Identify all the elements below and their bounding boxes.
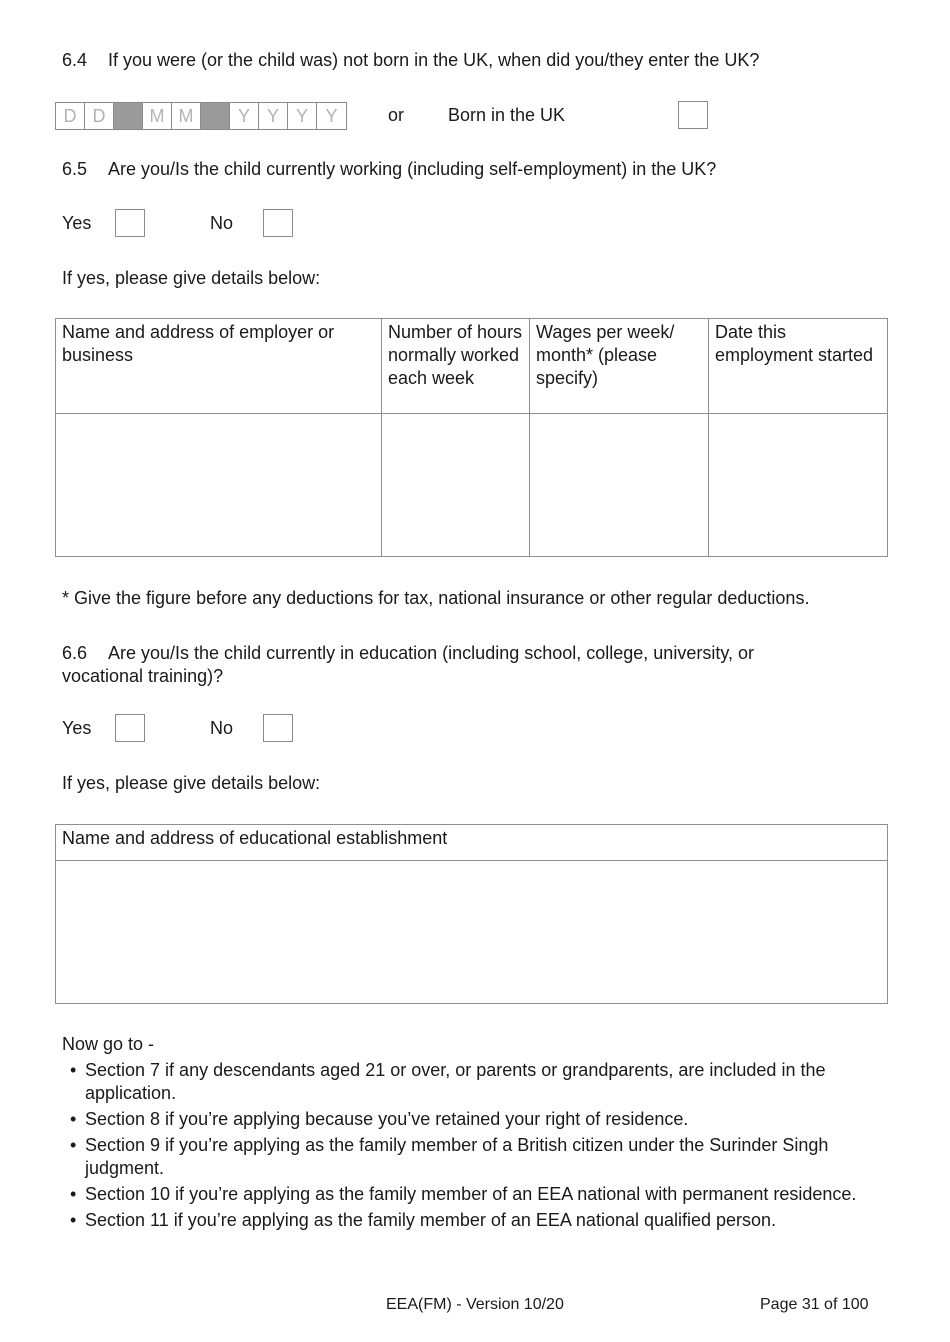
year-digit-2[interactable]: Y: [259, 103, 288, 129]
wages-input-cell[interactable]: [530, 414, 709, 557]
born-in-uk-label: Born in the UK: [448, 105, 566, 125]
education-details-prompt: If yes, please give details below:: [62, 773, 321, 793]
hours-header: Number of hours normally worked each week: [382, 319, 530, 414]
entry-date-input[interactable]: [55, 102, 347, 130]
footer-version: EEA(FM) - Version 10/20: [386, 1296, 564, 1313]
wages-header: Wages per week/ month* (please specify): [530, 319, 709, 414]
day-digit-1[interactable]: D: [56, 103, 85, 129]
bullet-icon: •: [70, 1109, 77, 1129]
month-digit-1[interactable]: M: [143, 103, 172, 129]
list-item-text: Section 9 if you’re applying as the family member of a British citizen under the Surinder Singh judgment.: [85, 1135, 829, 1178]
education-table: [55, 824, 888, 1004]
question-number: 6.4: [62, 50, 88, 70]
working-no-label: No: [210, 213, 234, 233]
question-6-6: [62, 642, 822, 688]
bullet-icon: •: [70, 1184, 77, 1204]
bullet-icon: •: [70, 1060, 77, 1080]
working-no-checkbox[interactable]: [263, 209, 293, 237]
question-6-4: [62, 50, 759, 71]
table-row: [56, 861, 888, 1004]
table-header-row: [56, 319, 888, 414]
question-number: 6.5: [62, 159, 88, 179]
working-yes-label: Yes: [62, 213, 92, 233]
day-digit-2[interactable]: D: [85, 103, 114, 129]
next-steps-heading: Now go to -: [62, 1034, 155, 1054]
employment-details-prompt: If yes, please give details below:: [62, 268, 321, 288]
question-number: 6.6: [62, 643, 88, 663]
employer-header: Name and address of employer or business: [56, 319, 382, 414]
question-text: Are you/Is the child currently working (including self-employment) in the UK?: [108, 159, 717, 179]
education-establishment-input-cell[interactable]: [56, 861, 888, 1004]
month-digit-2[interactable]: M: [172, 103, 201, 129]
start-date-header: Date this employment started: [709, 319, 888, 414]
hours-input-cell[interactable]: [382, 414, 530, 557]
education-no-checkbox[interactable]: [263, 714, 293, 742]
next-steps-list: [70, 1059, 890, 1235]
list-item-text: Section 8 if you’re applying because you’ve retained your right of residence.: [85, 1109, 689, 1129]
date-separator: [201, 103, 230, 129]
list-item-text: Section 10 if you’re applying as the family member of an EEA national with permanent residence.: [85, 1184, 857, 1204]
education-yes-checkbox[interactable]: [115, 714, 145, 742]
start-date-input-cell[interactable]: [709, 414, 888, 557]
question-6-5: [62, 159, 716, 180]
list-item-text: Section 11 if you’re applying as the family member of an EEA national qualified person.: [85, 1210, 777, 1230]
wages-footnote: * Give the figure before any deductions for tax, national insurance or other regular deductions.: [62, 588, 810, 608]
employer-input-cell[interactable]: [56, 414, 382, 557]
year-digit-4[interactable]: Y: [325, 106, 338, 126]
education-establishment-header: Name and address of educational establishment: [56, 825, 888, 861]
bullet-icon: •: [70, 1135, 77, 1155]
or-label: or: [388, 105, 405, 125]
education-no-label: No: [210, 718, 234, 738]
footer-page-number: Page 31 of 100: [760, 1296, 869, 1313]
bullet-icon: •: [70, 1210, 77, 1230]
education-yes-label: Yes: [62, 718, 92, 738]
list-item: [70, 1134, 890, 1180]
list-item: [70, 1183, 890, 1206]
date-separator: [114, 103, 143, 129]
born-in-uk-checkbox[interactable]: [678, 101, 708, 129]
question-text: If you were (or the child was) not born in the UK, when did you/they enter the UK?: [108, 50, 760, 70]
year-digit-3[interactable]: Y: [288, 103, 317, 129]
year-digit-1[interactable]: Y: [230, 103, 259, 129]
employment-table: [55, 318, 888, 557]
table-row: [56, 414, 888, 557]
working-yes-checkbox[interactable]: [115, 209, 145, 237]
list-item: [70, 1059, 890, 1105]
list-item: [70, 1108, 890, 1131]
question-text: Are you/Is the child currently in education (including school, college, university, or vocational training)?: [62, 643, 754, 686]
list-item: [70, 1209, 890, 1232]
list-item-text: Section 7 if any descendants aged 21 or over, or parents or grandparents, are included in the application.: [85, 1060, 826, 1103]
table-header-row: [56, 825, 888, 861]
